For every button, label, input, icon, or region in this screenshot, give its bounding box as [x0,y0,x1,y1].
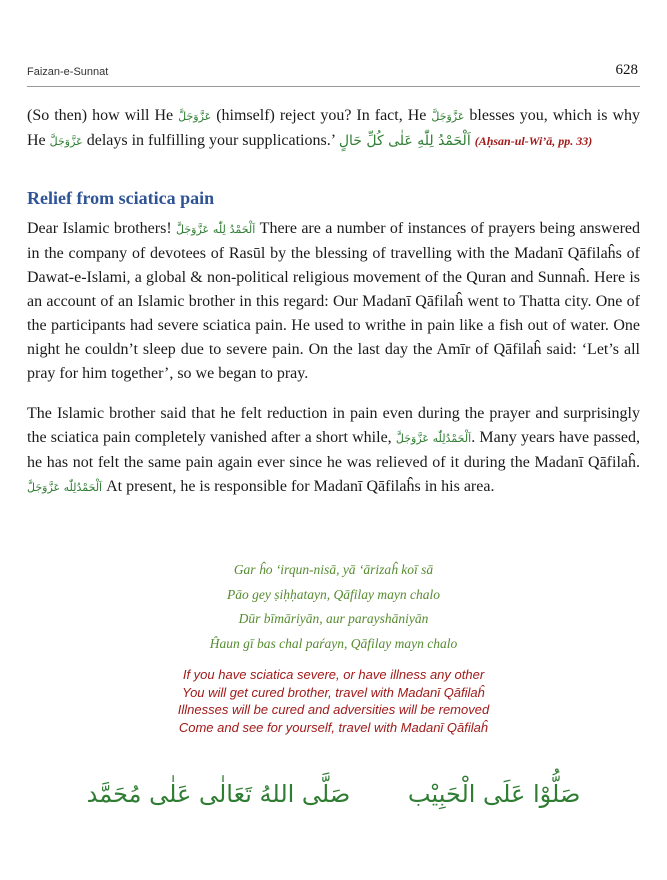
story-text-2a: The Islamic brother said that he felt reduction in pain even during the prayer and surprisingly the sciatica pain completely vanished after a short while, [27,405,640,446]
page-content [27,104,640,500]
urdu-poem [0,558,667,656]
arabic-phrase: اَلْحَمْدُلِلّٰه عَزَّوَجَلَّ [395,432,472,445]
story-text-1a: Dear Islamic brothers! [27,220,176,237]
story-paragraph-2 [27,402,640,500]
story-text-2c: At present, he is responsible for Madanī Qāfilaĥs in his area. [102,478,495,495]
arabic-honorific: عَزَّوَجَلَّ [49,135,83,148]
arabic-honorific: عَزَّوَجَلَّ [178,110,212,123]
intro-paragraph [27,104,640,154]
arabic-honorific: عَزَّوَجَلَّ [431,110,465,123]
arabic-phrase: اَلْحَمْدُلِلّٰه عَزَّوَجَلَّ [27,481,103,494]
durood-line [0,780,667,808]
page-header [27,62,640,87]
arabic-phrase: اَلْحَمْدُ لِلّٰهِ عَلٰى كُلِّ حَالٍ [338,133,471,149]
durood-right: صَلَّى اللهُ تَعَالٰى عَلٰى مُحَمَّد [86,780,351,808]
story-text-1b: There are a number of instances of prayers being answered in the company of devotees of Rasūl by the blessing of travelling with the Madanī Qāfilaĥs of Dawat-e-Islami, a global & non-political religious movement of the Quran and Sunnaĥ. Here is an account of an Islamic brother in this regard: Our Madanī Qāfilaĥ went to Thatta city. One of the participants had severe sciatica pain. He used to writhe in pain like a fish out of water. One night he couldn’t sleep due to severe pain. On the last day the Amīr of Qāfilaĥ said: ‘Let’s all pray for him together’, so we began to pray. [27,220,640,382]
poem-translation [0,666,667,736]
poem-line: Gar ĥo ‘irqun-nisā, yā ‘ārizaĥ koī sā [233,562,434,577]
book-title: Faizan-e-Sunnat [27,66,109,78]
translation-line: Come and see for yourself, travel with Madanī Qāfilaĥ [178,719,489,735]
section-heading: Relief from sciatica pain [27,188,215,208]
poem-line: Pāo gey ṣiḥḥatayn, Qāfilay mayn chalo [227,586,440,602]
poem-line: Dūr bīmāriyān, aur parayshāniyān [238,611,429,626]
intro-text-1: (So then) how will He [27,107,179,124]
story-text-2b: . Many years have passed, he has not felt the same pain again ever since he was relieved of it during the Madanī Qāfilaĥ. [27,429,640,471]
translation-line: You will get cured brother, travel with Madanī Qāfilaĥ [182,684,485,700]
durood-left: صَلُّوْا عَلَى الْحَبِيْب [407,780,581,808]
page-number: 628 [615,62,638,78]
reference-citation: (Aḥsan-ul-Wi’ā, pp. 33) [474,134,593,148]
intro-text-4: delays in fulfilling your supplications.’ [82,132,339,149]
intro-text-3: blesses you, which is why He [27,107,641,149]
poem-line: Ĥaun gī bas chal paŕayn, Qāfilay mayn chalo [209,635,458,651]
arabic-phrase: اَلْحَمْدُ لِلّٰه عَزَّوَجَلَّ [176,223,256,236]
story-paragraph-1 [27,217,640,386]
translation-line: Illnesses will be cured and adversities will be removed [177,702,490,717]
translation-line: If you have sciatica severe, or have illness any other [182,667,485,682]
intro-text-2: (himself) reject you? In fact, He [211,107,432,124]
